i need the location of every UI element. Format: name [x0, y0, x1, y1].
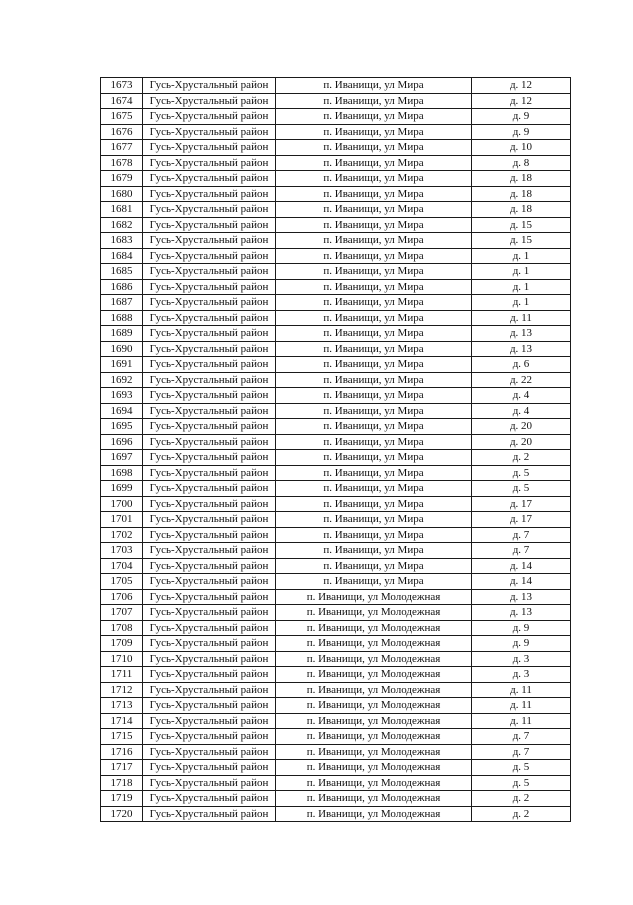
street-cell: п. Иванищи, ул Мира — [276, 155, 472, 171]
table-row — [101, 419, 571, 435]
table-row — [101, 806, 571, 822]
house-cell: д. 17 — [472, 512, 571, 528]
house-cell: д. 13 — [472, 605, 571, 621]
row-number-cell: 1698 — [101, 465, 143, 481]
table-row — [101, 744, 571, 760]
house-cell: д. 12 — [472, 78, 571, 94]
row-number-cell: 1706 — [101, 589, 143, 605]
row-number-cell: 1679 — [101, 171, 143, 187]
house-cell: д. 3 — [472, 667, 571, 683]
row-number-cell: 1716 — [101, 744, 143, 760]
table-row — [101, 512, 571, 528]
district-cell: Гусь-Хрустальный район — [143, 140, 276, 156]
house-cell: д. 9 — [472, 636, 571, 652]
district-cell: Гусь-Хрустальный район — [143, 465, 276, 481]
table-row — [101, 434, 571, 450]
house-cell: д. 12 — [472, 93, 571, 109]
street-cell: п. Иванищи, ул Молодежная — [276, 791, 472, 807]
street-cell: п. Иванищи, ул Мира — [276, 512, 472, 528]
house-cell: д. 18 — [472, 171, 571, 187]
street-cell: п. Иванищи, ул Мира — [276, 93, 472, 109]
row-number-cell: 1675 — [101, 109, 143, 125]
row-number-cell: 1676 — [101, 124, 143, 140]
street-cell: п. Иванищи, ул Мира — [276, 326, 472, 342]
table-row — [101, 310, 571, 326]
table-row — [101, 589, 571, 605]
district-cell: Гусь-Хрустальный район — [143, 806, 276, 822]
street-cell: п. Иванищи, ул Молодежная — [276, 744, 472, 760]
row-number-cell: 1720 — [101, 806, 143, 822]
district-cell: Гусь-Хрустальный район — [143, 775, 276, 791]
street-cell: п. Иванищи, ул Мира — [276, 109, 472, 125]
table-row — [101, 295, 571, 311]
table-row — [101, 372, 571, 388]
row-number-cell: 1677 — [101, 140, 143, 156]
row-number-cell: 1687 — [101, 295, 143, 311]
table-row — [101, 481, 571, 497]
row-number-cell: 1699 — [101, 481, 143, 497]
table-row — [101, 186, 571, 202]
street-cell: п. Иванищи, ул Мира — [276, 171, 472, 187]
district-cell: Гусь-Хрустальный район — [143, 636, 276, 652]
table-row — [101, 93, 571, 109]
street-cell: п. Иванищи, ул Мира — [276, 248, 472, 264]
house-cell: д. 1 — [472, 264, 571, 280]
row-number-cell: 1673 — [101, 78, 143, 94]
street-cell: п. Иванищи, ул Молодежная — [276, 651, 472, 667]
district-cell: Гусь-Хрустальный район — [143, 698, 276, 714]
district-cell: Гусь-Хрустальный район — [143, 419, 276, 435]
row-number-cell: 1685 — [101, 264, 143, 280]
street-cell: п. Иванищи, ул Молодежная — [276, 698, 472, 714]
house-cell: д. 1 — [472, 248, 571, 264]
table-row — [101, 109, 571, 125]
district-cell: Гусь-Хрустальный район — [143, 388, 276, 404]
house-cell: д. 15 — [472, 217, 571, 233]
house-cell: д. 17 — [472, 496, 571, 512]
table-row — [101, 574, 571, 590]
house-cell: д. 11 — [472, 682, 571, 698]
row-number-cell: 1678 — [101, 155, 143, 171]
district-cell: Гусь-Хрустальный район — [143, 295, 276, 311]
street-cell: п. Иванищи, ул Мира — [276, 558, 472, 574]
street-cell: п. Иванищи, ул Мира — [276, 574, 472, 590]
row-number-cell: 1704 — [101, 558, 143, 574]
row-number-cell: 1682 — [101, 217, 143, 233]
district-cell: Гусь-Хрустальный район — [143, 279, 276, 295]
table-row — [101, 202, 571, 218]
street-cell: п. Иванищи, ул Молодежная — [276, 605, 472, 621]
row-number-cell: 1718 — [101, 775, 143, 791]
district-cell: Гусь-Хрустальный район — [143, 264, 276, 280]
table-row — [101, 636, 571, 652]
house-cell: д. 11 — [472, 698, 571, 714]
table-row — [101, 140, 571, 156]
table-row — [101, 543, 571, 559]
street-cell: п. Иванищи, ул Молодежная — [276, 760, 472, 776]
house-cell: д. 5 — [472, 481, 571, 497]
row-number-cell: 1681 — [101, 202, 143, 218]
street-cell: п. Иванищи, ул Молодежная — [276, 775, 472, 791]
table-row — [101, 403, 571, 419]
table-row — [101, 217, 571, 233]
house-cell: д. 9 — [472, 620, 571, 636]
street-cell: п. Иванищи, ул Мира — [276, 140, 472, 156]
street-cell: п. Иванищи, ул Мира — [276, 434, 472, 450]
house-cell: д. 18 — [472, 202, 571, 218]
district-cell: Гусь-Хрустальный район — [143, 620, 276, 636]
street-cell: п. Иванищи, ул Мира — [276, 279, 472, 295]
district-cell: Гусь-Хрустальный район — [143, 171, 276, 187]
row-number-cell: 1680 — [101, 186, 143, 202]
street-cell: п. Иванищи, ул Мира — [276, 403, 472, 419]
district-cell: Гусь-Хрустальный район — [143, 791, 276, 807]
row-number-cell: 1711 — [101, 667, 143, 683]
table-row — [101, 698, 571, 714]
row-number-cell: 1712 — [101, 682, 143, 698]
street-cell: п. Иванищи, ул Мира — [276, 217, 472, 233]
street-cell: п. Иванищи, ул Мира — [276, 310, 472, 326]
house-cell: д. 20 — [472, 419, 571, 435]
table-row — [101, 78, 571, 94]
district-cell: Гусь-Хрустальный район — [143, 78, 276, 94]
house-cell: д. 14 — [472, 558, 571, 574]
house-cell: д. 4 — [472, 403, 571, 419]
house-cell: д. 4 — [472, 388, 571, 404]
house-cell: д. 5 — [472, 775, 571, 791]
row-number-cell: 1691 — [101, 357, 143, 373]
house-cell: д. 15 — [472, 233, 571, 249]
street-cell: п. Иванищи, ул Мира — [276, 527, 472, 543]
house-cell: д. 2 — [472, 450, 571, 466]
district-cell: Гусь-Хрустальный район — [143, 651, 276, 667]
table-row — [101, 620, 571, 636]
row-number-cell: 1684 — [101, 248, 143, 264]
house-cell: д. 18 — [472, 186, 571, 202]
house-cell: д. 13 — [472, 589, 571, 605]
house-cell: д. 14 — [472, 574, 571, 590]
street-cell: п. Иванищи, ул Мира — [276, 450, 472, 466]
street-cell: п. Иванищи, ул Мира — [276, 233, 472, 249]
district-cell: Гусь-Хрустальный район — [143, 186, 276, 202]
street-cell: п. Иванищи, ул Молодежная — [276, 729, 472, 745]
table-row — [101, 496, 571, 512]
row-number-cell: 1694 — [101, 403, 143, 419]
district-cell: Гусь-Хрустальный район — [143, 760, 276, 776]
house-cell: д. 22 — [472, 372, 571, 388]
district-cell: Гусь-Хрустальный район — [143, 574, 276, 590]
district-cell: Гусь-Хрустальный район — [143, 605, 276, 621]
district-cell: Гусь-Хрустальный район — [143, 326, 276, 342]
district-cell: Гусь-Хрустальный район — [143, 357, 276, 373]
district-cell: Гусь-Хрустальный район — [143, 543, 276, 559]
table-row — [101, 341, 571, 357]
district-cell: Гусь-Хрустальный район — [143, 589, 276, 605]
district-cell: Гусь-Хрустальный район — [143, 434, 276, 450]
table-row — [101, 605, 571, 621]
row-number-cell: 1709 — [101, 636, 143, 652]
table-row — [101, 155, 571, 171]
row-number-cell: 1713 — [101, 698, 143, 714]
house-cell: д. 7 — [472, 744, 571, 760]
table-row — [101, 171, 571, 187]
street-cell: п. Иванищи, ул Мира — [276, 496, 472, 512]
table-row — [101, 791, 571, 807]
house-cell: д. 5 — [472, 760, 571, 776]
street-cell: п. Иванищи, ул Мира — [276, 124, 472, 140]
house-cell: д. 3 — [472, 651, 571, 667]
district-cell: Гусь-Хрустальный район — [143, 372, 276, 388]
row-number-cell: 1703 — [101, 543, 143, 559]
street-cell: п. Иванищи, ул Молодежная — [276, 620, 472, 636]
table-row — [101, 558, 571, 574]
house-cell: д. 7 — [472, 729, 571, 745]
district-cell: Гусь-Хрустальный район — [143, 667, 276, 683]
row-number-cell: 1693 — [101, 388, 143, 404]
district-cell: Гусь-Хрустальный район — [143, 248, 276, 264]
row-number-cell: 1719 — [101, 791, 143, 807]
district-cell: Гусь-Хрустальный район — [143, 481, 276, 497]
table-row — [101, 233, 571, 249]
table-row — [101, 357, 571, 373]
table-row — [101, 388, 571, 404]
house-cell: д. 1 — [472, 279, 571, 295]
table-row — [101, 775, 571, 791]
street-cell: п. Иванищи, ул Мира — [276, 543, 472, 559]
street-cell: п. Иванищи, ул Мира — [276, 419, 472, 435]
table-row — [101, 729, 571, 745]
row-number-cell: 1692 — [101, 372, 143, 388]
house-cell: д. 7 — [472, 543, 571, 559]
row-number-cell: 1690 — [101, 341, 143, 357]
district-cell: Гусь-Хрустальный район — [143, 744, 276, 760]
table-row — [101, 713, 571, 729]
row-number-cell: 1705 — [101, 574, 143, 590]
street-cell: п. Иванищи, ул Мира — [276, 295, 472, 311]
district-cell: Гусь-Хрустальный район — [143, 558, 276, 574]
table-row — [101, 450, 571, 466]
table-row — [101, 264, 571, 280]
row-number-cell: 1702 — [101, 527, 143, 543]
table-row — [101, 667, 571, 683]
row-number-cell: 1701 — [101, 512, 143, 528]
table-row — [101, 465, 571, 481]
table-row — [101, 248, 571, 264]
house-cell: д. 9 — [472, 124, 571, 140]
district-cell: Гусь-Хрустальный район — [143, 155, 276, 171]
row-number-cell: 1686 — [101, 279, 143, 295]
row-number-cell: 1688 — [101, 310, 143, 326]
address-table — [100, 77, 571, 822]
table-row — [101, 527, 571, 543]
district-cell: Гусь-Хрустальный район — [143, 450, 276, 466]
house-cell: д. 6 — [472, 357, 571, 373]
house-cell: д. 8 — [472, 155, 571, 171]
table-row — [101, 651, 571, 667]
district-cell: Гусь-Хрустальный район — [143, 341, 276, 357]
district-cell: Гусь-Хрустальный район — [143, 233, 276, 249]
district-cell: Гусь-Хрустальный район — [143, 310, 276, 326]
street-cell: п. Иванищи, ул Мира — [276, 341, 472, 357]
street-cell: п. Иванищи, ул Молодежная — [276, 806, 472, 822]
table-row — [101, 682, 571, 698]
row-number-cell: 1683 — [101, 233, 143, 249]
street-cell: п. Иванищи, ул Молодежная — [276, 713, 472, 729]
district-cell: Гусь-Хрустальный район — [143, 512, 276, 528]
house-cell: д. 20 — [472, 434, 571, 450]
table-row — [101, 760, 571, 776]
row-number-cell: 1717 — [101, 760, 143, 776]
house-cell: д. 2 — [472, 806, 571, 822]
street-cell: п. Иванищи, ул Мира — [276, 372, 472, 388]
table-row — [101, 279, 571, 295]
row-number-cell: 1715 — [101, 729, 143, 745]
district-cell: Гусь-Хрустальный район — [143, 109, 276, 125]
house-cell: д. 13 — [472, 326, 571, 342]
district-cell: Гусь-Хрустальный район — [143, 496, 276, 512]
table-row — [101, 124, 571, 140]
row-number-cell: 1695 — [101, 419, 143, 435]
row-number-cell: 1710 — [101, 651, 143, 667]
district-cell: Гусь-Хрустальный район — [143, 93, 276, 109]
street-cell: п. Иванищи, ул Мира — [276, 388, 472, 404]
district-cell: Гусь-Хрустальный район — [143, 124, 276, 140]
row-number-cell: 1700 — [101, 496, 143, 512]
district-cell: Гусь-Хрустальный район — [143, 403, 276, 419]
street-cell: п. Иванищи, ул Молодежная — [276, 589, 472, 605]
street-cell: п. Иванищи, ул Мира — [276, 481, 472, 497]
house-cell: д. 11 — [472, 713, 571, 729]
house-cell: д. 9 — [472, 109, 571, 125]
district-cell: Гусь-Хрустальный район — [143, 527, 276, 543]
row-number-cell: 1674 — [101, 93, 143, 109]
street-cell: п. Иванищи, ул Мира — [276, 186, 472, 202]
street-cell: п. Иванищи, ул Молодежная — [276, 636, 472, 652]
street-cell: п. Иванищи, ул Мира — [276, 202, 472, 218]
street-cell: п. Иванищи, ул Мира — [276, 264, 472, 280]
row-number-cell: 1708 — [101, 620, 143, 636]
street-cell: п. Иванищи, ул Молодежная — [276, 682, 472, 698]
house-cell: д. 1 — [472, 295, 571, 311]
row-number-cell: 1707 — [101, 605, 143, 621]
table-row — [101, 326, 571, 342]
address-table-body — [101, 78, 571, 822]
row-number-cell: 1696 — [101, 434, 143, 450]
house-cell: д. 7 — [472, 527, 571, 543]
district-cell: Гусь-Хрустальный район — [143, 202, 276, 218]
street-cell: п. Иванищи, ул Мира — [276, 465, 472, 481]
row-number-cell: 1714 — [101, 713, 143, 729]
row-number-cell: 1689 — [101, 326, 143, 342]
district-cell: Гусь-Хрустальный район — [143, 729, 276, 745]
district-cell: Гусь-Хрустальный район — [143, 713, 276, 729]
house-cell: д. 11 — [472, 310, 571, 326]
house-cell: д. 10 — [472, 140, 571, 156]
street-cell: п. Иванищи, ул Мира — [276, 78, 472, 94]
house-cell: д. 13 — [472, 341, 571, 357]
street-cell: п. Иванищи, ул Молодежная — [276, 667, 472, 683]
house-cell: д. 5 — [472, 465, 571, 481]
district-cell: Гусь-Хрустальный район — [143, 682, 276, 698]
row-number-cell: 1697 — [101, 450, 143, 466]
house-cell: д. 2 — [472, 791, 571, 807]
district-cell: Гусь-Хрустальный район — [143, 217, 276, 233]
street-cell: п. Иванищи, ул Мира — [276, 357, 472, 373]
